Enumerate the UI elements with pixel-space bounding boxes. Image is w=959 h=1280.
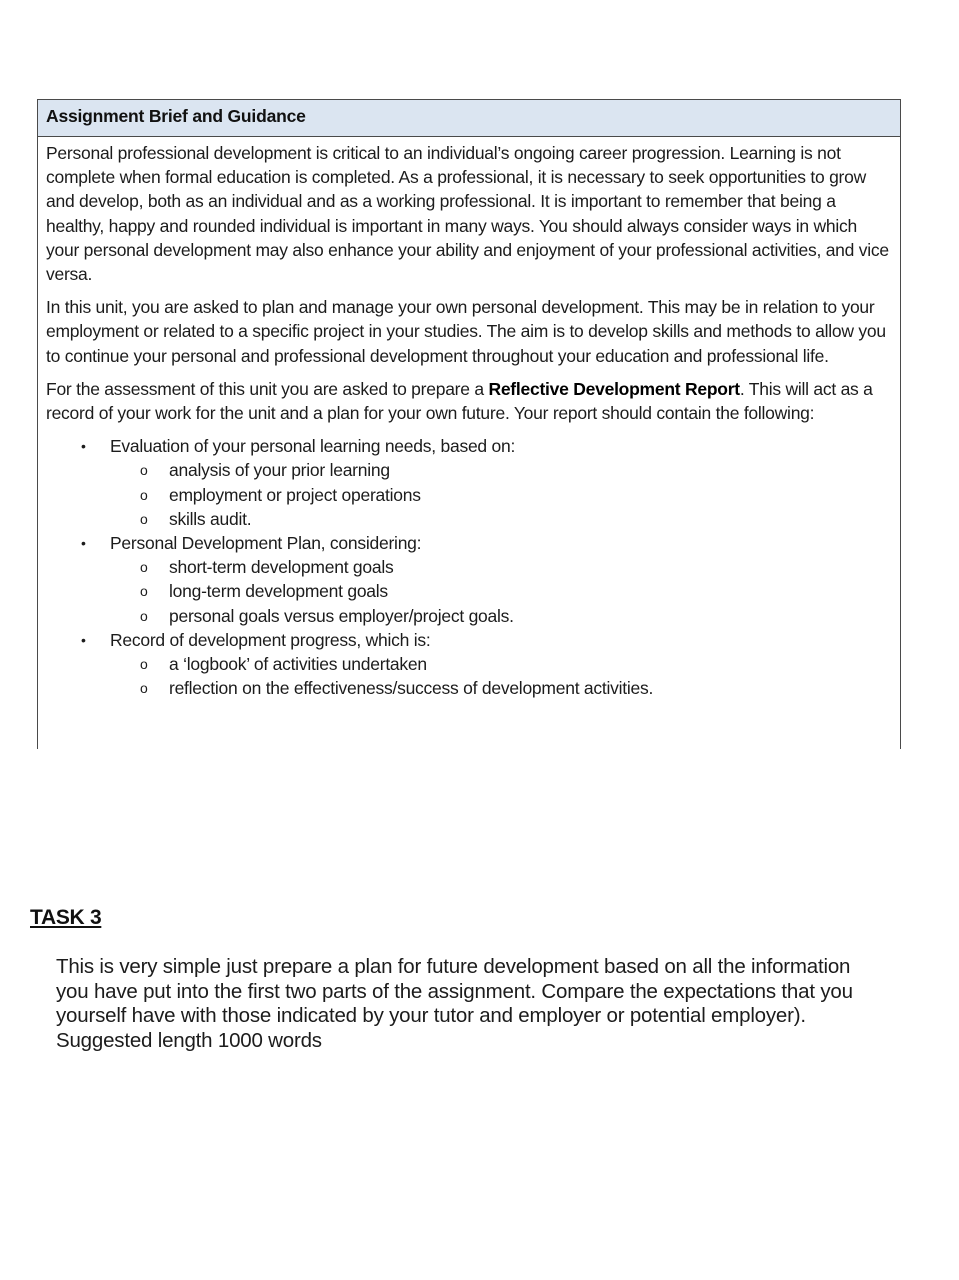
sub-list-item-label: personal goals versus employer/project goals. [169, 605, 514, 626]
task-description-line: you have put into the first two parts of the assignment. Compare the expectations that you [56, 979, 853, 1003]
circle-bullet-icon: o [140, 656, 148, 673]
requirements-list [46, 434, 892, 700]
sub-list-item-label: a ‘logbook’ of activities undertaken [169, 654, 427, 675]
bullet-icon: • [81, 438, 86, 455]
brief-heading: Assignment Brief and Guidance [38, 100, 900, 137]
assignment-brief-box [37, 99, 901, 749]
brief-paragraph-3-end: . This will act as a record of your work for the unit and a plan for your own future. Your report should contain the following: [46, 378, 873, 424]
brief-paragraph-1: Personal professional development is critical to an individual’s ongoing career progression. Learning is not complete when formal education is completed. As a professional, it is necessary to seek opportunities to grow and develop, both as an individual and as a working professional. It is important to remember that being a healthy, happy and rounded individual is important in many ways. You should always consider ways in which your personal development may also enhance your ability and enjoyment of your professional activities, and vice versa. [46, 143, 889, 285]
sub-list-item [140, 579, 892, 603]
circle-bullet-icon: o [140, 462, 148, 479]
sub-list-item-label: skills audit. [169, 508, 252, 529]
list-item-label: Personal Development Plan, considering: [110, 533, 422, 554]
sub-list-item-label: reflection on the effectiveness/success of development activities. [169, 678, 654, 699]
bullet-icon: • [81, 631, 86, 648]
circle-bullet-icon: o [140, 583, 148, 600]
sub-list-item [140, 676, 892, 700]
sub-list-item [140, 652, 892, 676]
sub-list-item [140, 555, 892, 579]
list-item [81, 434, 892, 531]
task-description-line: This is very simple just prepare a plan for future development based on all the information [56, 955, 851, 978]
sub-list-item-label: analysis of your prior learning [169, 460, 390, 481]
list-item-label: Record of development progress, which is: [110, 629, 431, 650]
task-description [56, 955, 926, 1053]
bullet-icon: • [81, 535, 86, 552]
sub-list-item [140, 604, 892, 628]
sub-list-item-label: employment or project operations [169, 484, 421, 505]
sub-list-item-label: long-term development goals [169, 581, 388, 602]
circle-bullet-icon: o [140, 559, 148, 576]
task-heading: TASK 3 [30, 906, 102, 929]
sub-list [110, 652, 892, 700]
list-item [81, 628, 892, 701]
brief-paragraph-3-start: For the assessment of this unit you are asked to prepare a [46, 378, 489, 399]
sub-list [110, 555, 892, 628]
sub-list-item [140, 483, 892, 507]
circle-bullet-icon: o [140, 486, 148, 503]
report-title-bold: Reflective Development Report [488, 378, 740, 399]
task-description-line: Suggested length 1000 words [56, 1028, 322, 1052]
sub-list-item [140, 458, 892, 482]
sub-list-item-label: short-term development goals [169, 557, 394, 578]
brief-paragraph-3 [46, 377, 892, 425]
circle-bullet-icon: o [140, 510, 148, 527]
brief-paragraph-2: In this unit, you are asked to plan and manage your own personal development. This may be in relation to your employment or related to a specific project in your studies. The aim is to develop skills and methods to allow you to continue your personal and professional development throughout your education and professional life. [46, 297, 886, 366]
list-item-label: Evaluation of your personal learning needs, based on: [110, 436, 516, 457]
circle-bullet-icon: o [140, 680, 148, 697]
sub-list-item [140, 507, 892, 531]
task-description-line: yourself have with those indicated by your tutor and employer or potential employer). [56, 1004, 806, 1028]
sub-list [110, 458, 892, 531]
list-item [81, 531, 892, 628]
brief-body [38, 137, 900, 700]
circle-bullet-icon: o [140, 607, 148, 624]
